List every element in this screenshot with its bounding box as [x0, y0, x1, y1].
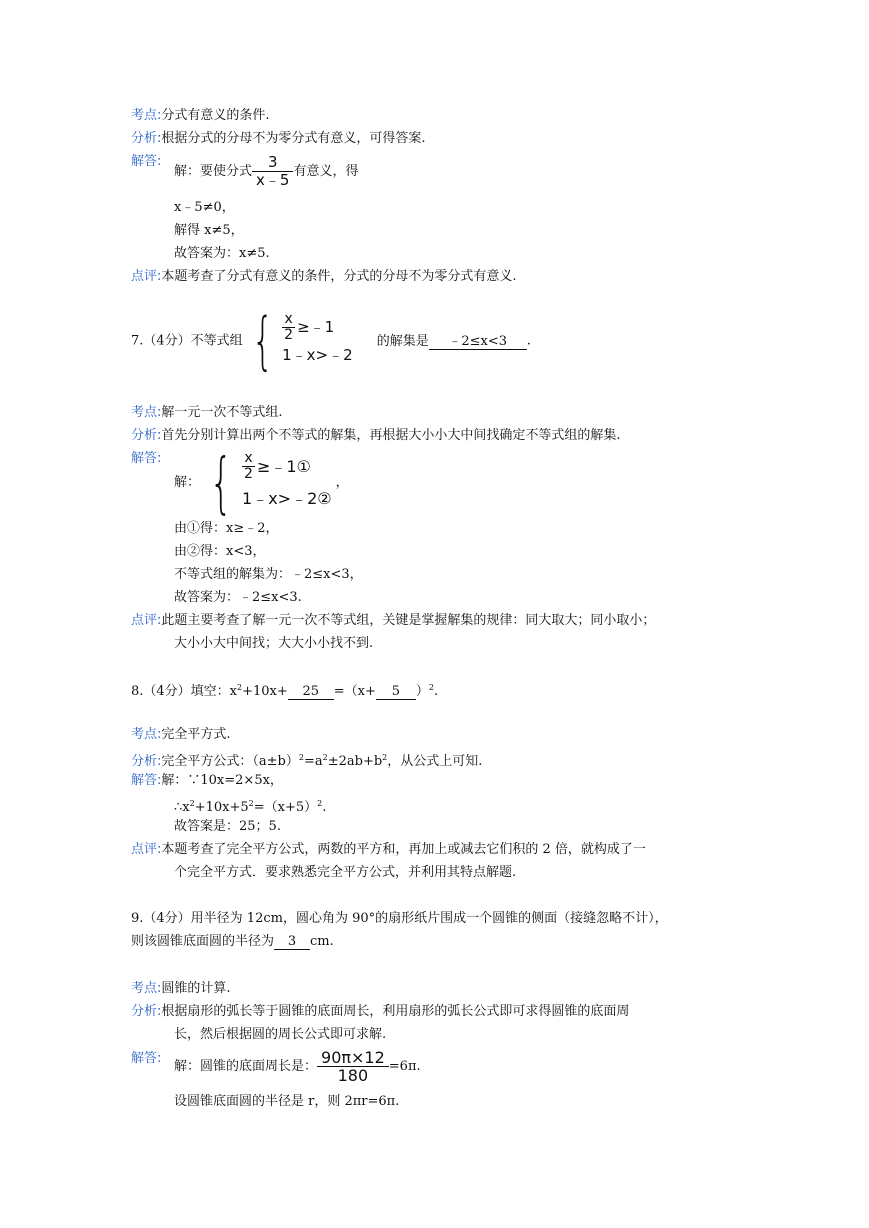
q7-solve-num: x: [244, 450, 253, 466]
q6-frac-num: 3: [267, 153, 278, 171]
q7-row1-den: 2: [284, 326, 294, 343]
q7-stem: [131, 304, 531, 377]
jieda-label-text: 解答:: [131, 451, 162, 466]
q8-stem: [131, 679, 438, 701]
q6-fenxi-text: 根据分式的分母不为零分式有意义，可得答案.: [161, 131, 426, 146]
q7-stem-end: .: [526, 333, 531, 349]
q7-line5: 故答案为：﹣2≤x<3.: [174, 590, 302, 605]
q9-solve-pre: 解：圆锥的底面周长是：: [174, 1059, 318, 1074]
q7-answer-blank: ﹣2≤x<3: [429, 334, 527, 350]
q7-fenxi-row: [131, 427, 621, 445]
fenxi-label: 分析:: [131, 1004, 162, 1019]
q7-solve-row2: [242, 483, 332, 515]
q8-sup: 2: [298, 753, 304, 762]
q7-line4: 不等式组的解集为：﹣2≤x<3，: [174, 567, 363, 582]
q7-kaodian-row: [131, 404, 283, 422]
q8-sup: 2: [322, 753, 328, 762]
q6-line3: 解得 x≠5，: [174, 223, 244, 238]
q8-line2-b: =（x+5）: [253, 800, 318, 815]
q7-stem-pre: 7.（4分）不等式组: [131, 333, 243, 349]
q8-stem-end: .: [434, 684, 439, 699]
q7-kaodian-text: 解一元一次不等式组.: [161, 405, 283, 420]
dianping-label: 点评:: [131, 613, 162, 628]
q9-fenxi-row: [131, 1003, 629, 1021]
q9-solve-row: [174, 1047, 421, 1087]
q7-solve-den: 2: [244, 466, 253, 482]
q9-kaodian-row: [131, 980, 231, 998]
q6-dianping-row: [131, 268, 517, 286]
q8-sup: 2: [248, 799, 254, 808]
q7-system-row2: [282, 341, 353, 369]
q6-solve-post: 有意义，得: [293, 164, 359, 179]
q8-fenxi-mid2: ±2ab+b: [327, 754, 383, 769]
q8-sup: 2: [317, 799, 323, 808]
q7-dianping-row: [131, 612, 655, 630]
q8-stem-pre: 8.（4分）填空：x: [131, 684, 238, 699]
q8-sup: 2: [237, 683, 243, 692]
kaodian-label: 考点:: [131, 108, 162, 123]
q8-answer1-blank: 25: [288, 684, 334, 700]
q7-line2: 由①得：x≥﹣2，: [174, 521, 279, 536]
q9-stem2-end: cm.: [310, 934, 334, 949]
q9-stem-line1: 9.（4分）用半径为 12cm，圆心角为 90°的扇形纸片围成一个圆锥的侧面（接缝忽略不计），: [131, 911, 668, 926]
q6-frac-den: x﹣5: [252, 171, 293, 189]
kaodian-label: 考点:: [131, 405, 162, 420]
fenxi-label: 分析:: [131, 428, 162, 443]
q6-line2: x﹣5≠0，: [174, 200, 235, 215]
kaodian-label: 考点:: [131, 727, 162, 742]
q8-solve-row: [131, 772, 283, 790]
q7-solve-lines: [242, 451, 332, 515]
jieda-label: 解答:: [131, 773, 162, 788]
q6-solve-pre: 解：要使分式: [174, 164, 253, 179]
q7-line3: 由②得：x<3，: [174, 544, 266, 559]
q8-fenxi-row: [131, 749, 482, 771]
q9-stem-line2: [131, 933, 334, 951]
q7-row1-num: x: [284, 310, 293, 327]
q9-fenxi-text2: 长，然后根据圆的周长公式即可求解.: [174, 1027, 387, 1042]
q7-fenxi-text: 首先分别计算出两个不等式的解集，再根据大小小大中间找确定不等式组的解集.: [161, 428, 621, 443]
left-brace-icon: {: [209, 443, 233, 521]
q6-fenxi-row: [131, 130, 426, 148]
q8-dianping-row: [131, 841, 646, 859]
q6-line4: 故答案为：x≠5.: [174, 246, 270, 261]
jieda-label: [131, 1050, 161, 1068]
q7-inequality-system: [243, 304, 353, 377]
q7-dianping-text1: 此题主要考查了解一元一次不等式组，关键是掌握解集的规律：同大取大；同小取小；: [161, 613, 656, 628]
q8-line2-a: +10x+5: [194, 800, 249, 815]
q8-stem-c: ）: [415, 684, 429, 699]
fenxi-label: 分析:: [131, 754, 162, 769]
q7-stem-mid: 的解集是: [376, 333, 429, 349]
q9-kaodian-text: 圆锥的计算.: [161, 981, 231, 996]
q7-dianping-text2: 大小小大中间找；大大小小找不到.: [174, 636, 374, 651]
q8-line2-pre: ∴x: [174, 800, 190, 815]
q8-stem-a: +10x+: [242, 684, 288, 699]
q8-kaodian-text: 完全平方式.: [161, 727, 231, 742]
q9-stem2-pre: 则该圆锥底面圆的半径为: [131, 934, 275, 949]
q8-line2: [174, 795, 326, 817]
q6-kaodian-text: 分式有意义的条件.: [161, 108, 270, 123]
q9-solve-post: =6π.: [388, 1059, 421, 1074]
fenxi-label: 分析:: [131, 131, 162, 146]
q8-fenxi-mid: =a: [303, 754, 323, 769]
q8-dianping-text1: 本题考查了完全平方公式，两数的平方和，再加上或减去它们积的 2 倍，就构成了一: [161, 842, 646, 857]
q8-kaodian-row: [131, 726, 231, 744]
q9-frac-den: 180: [317, 1066, 389, 1084]
jieda-label: [131, 153, 161, 171]
q6-solve-row: [174, 154, 358, 190]
q6-dianping-text: 本题考查了分式有意义的条件，分式的分母不为零分式有意义.: [161, 269, 517, 284]
q7-solve-comma: ，: [335, 475, 349, 490]
q7-system-lines: [282, 310, 353, 369]
q7-solve-row2-text: 1﹣x>﹣2②: [242, 488, 332, 508]
q7-solve-pre: 解：: [174, 475, 201, 490]
q6-kaodian-row: [131, 107, 270, 125]
q8-line1: 解：∵10x=2×5x，: [161, 773, 283, 788]
dianping-label: 点评:: [131, 269, 162, 284]
q8-fenxi-end: ，从公式上可知.: [387, 754, 483, 769]
q8-sup: 2: [189, 799, 195, 808]
q7-solve-row1-rest: ≥﹣1①: [256, 456, 311, 476]
q9-line2: 设圆锥底面圆的半径是 r，则 2πr=6π.: [174, 1094, 400, 1109]
q8-answer2-blank: 5: [376, 684, 416, 700]
q8-line2-end: .: [322, 800, 327, 815]
q8-sup: 2: [428, 683, 435, 692]
q6-fraction: [252, 154, 293, 189]
q8-sup: 2: [382, 753, 388, 762]
q7-row1-rest: ≥﹣1: [297, 318, 335, 336]
q7-solve-system: [200, 443, 332, 521]
jieda-label-text: 解答:: [131, 1051, 162, 1066]
left-brace-icon: {: [251, 304, 274, 377]
q9-fraction: [317, 1049, 389, 1084]
q8-stem-b: =（x+: [333, 684, 376, 699]
q7-solve-row: [174, 443, 349, 521]
jieda-label: [131, 450, 161, 468]
q9-fenxi-text1: 根据扇形的弧长等于圆锥的底面周长，利用扇形的弧长公式即可求得圆锥的底面周: [161, 1004, 630, 1019]
q7-row2-text: 1﹣x>﹣2: [282, 346, 353, 364]
q9-frac-num: 90π×12: [321, 1048, 385, 1067]
kaodian-label: 考点:: [131, 981, 162, 996]
q9-answer-blank: 3: [274, 934, 310, 950]
q8-dianping-text2: 个完全平方式．要求熟悉完全平方公式，并利用其特点解题.: [174, 865, 517, 880]
dianping-label: 点评:: [131, 842, 162, 857]
jieda-label-text: 解答:: [131, 154, 162, 169]
q8-line3: 故答案是：25；5.: [174, 819, 281, 834]
q8-fenxi-pre: 完全平方公式：（a±b）: [161, 754, 299, 769]
